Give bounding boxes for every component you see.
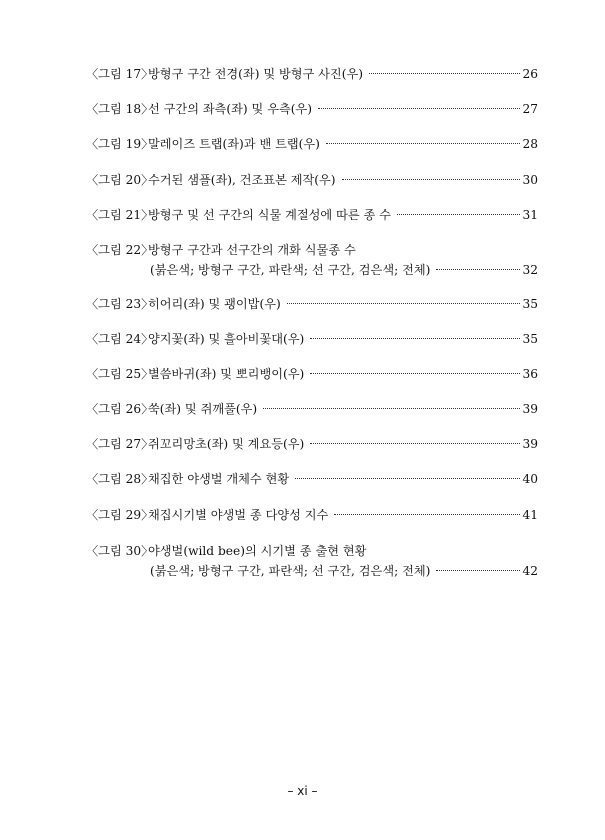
page-number: 27: [522, 102, 538, 116]
figure-title: 쑥(좌) 및 쥐깨풀(우): [148, 402, 258, 416]
toc-entry[interactable]: [86, 205, 538, 225]
toc-entry[interactable]: [86, 99, 538, 119]
dot-leader: [342, 179, 521, 180]
toc-entry-line: [86, 64, 538, 84]
toc-entry[interactable]: [86, 170, 538, 190]
toc-entry[interactable]: [86, 134, 538, 154]
toc-entry-line: [86, 260, 538, 280]
figure-label: 〈그림 26〉: [86, 402, 154, 416]
figure-label: 〈그림 30〉: [86, 544, 154, 558]
figure-title: 야생벌(wild bee)의 시기별 종 출현 현황: [148, 544, 367, 558]
figure-title: 선 구간의 좌측(좌) 및 우측(우): [148, 102, 313, 116]
figure-title: 쥐꼬리망초(좌) 및 계요등(우): [148, 437, 305, 451]
toc-entry-line: [86, 99, 538, 119]
toc-entry-line: [86, 399, 538, 419]
toc-entry[interactable]: [86, 294, 538, 314]
page-number: 36: [522, 367, 538, 381]
toc-entry[interactable]: [86, 64, 538, 84]
toc-entry-line: [86, 240, 538, 260]
page-number-footer: – xi –: [287, 784, 318, 798]
toc-entry-line: [86, 505, 538, 525]
figure-label: 〈그림 27〉: [86, 437, 154, 451]
figure-title: (붉은색; 방형구 구간, 파란색; 선 구간, 검은색; 전체): [150, 263, 431, 277]
dot-leader: [326, 143, 521, 144]
toc-entry[interactable]: [86, 399, 538, 419]
page-number: 42: [522, 564, 538, 578]
page-number: 30: [522, 173, 538, 187]
toc-entry[interactable]: [86, 541, 538, 581]
page-number: 26: [522, 67, 538, 81]
dot-leader: [295, 478, 520, 479]
figure-title: 수거된 샘플(좌), 건조표본 제작(우): [148, 173, 336, 187]
dot-leader: [310, 373, 520, 374]
dot-leader: [263, 408, 520, 409]
page-number: 32: [522, 263, 538, 277]
toc-entry-line: [86, 434, 538, 454]
page-number: 39: [522, 437, 538, 451]
toc-entry-line: [86, 469, 538, 489]
figure-title: 채집한 야생벌 개체수 현황: [148, 472, 290, 486]
figure-label: 〈그림 29〉: [86, 508, 154, 522]
page-number: 41: [522, 508, 538, 522]
toc-entry-line: [86, 170, 538, 190]
dot-leader: [369, 73, 520, 74]
toc-entry-line: [86, 561, 538, 581]
figure-label: 〈그림 22〉: [86, 243, 154, 257]
dot-leader: [287, 303, 521, 304]
toc-entry[interactable]: [86, 469, 538, 489]
figure-title: 별씀바귀(좌) 및 뽀리뱅이(우): [148, 367, 305, 381]
figure-title: (붉은색; 방형구 구간, 파란색; 선 구간, 검은색; 전체): [150, 564, 431, 578]
page-number: 35: [522, 332, 538, 346]
dot-leader: [436, 570, 520, 571]
toc-entry[interactable]: [86, 329, 538, 349]
figure-label: 〈그림 17〉: [86, 67, 154, 81]
page-number: 39: [522, 402, 538, 416]
toc-entry-line: [86, 329, 538, 349]
figure-label: 〈그림 23〉: [86, 297, 154, 311]
figure-label: 〈그림 21〉: [86, 208, 154, 222]
dot-leader: [334, 514, 520, 515]
figure-title: 방형구 및 선 구간의 식물 계절성에 따른 종 수: [148, 208, 391, 222]
figure-label: 〈그림 18〉: [86, 102, 154, 116]
page-number: 40: [522, 472, 538, 486]
figure-title: 말레이즈 트랩(좌)과 밴 트랩(우): [148, 137, 320, 151]
dot-leader: [310, 338, 520, 339]
figure-label: 〈그림 20〉: [86, 173, 154, 187]
page-number: 35: [522, 297, 538, 311]
toc-entry-line: [86, 134, 538, 154]
dot-leader: [318, 108, 520, 109]
toc-entry[interactable]: [86, 434, 538, 454]
toc-entry-line: [86, 205, 538, 225]
figure-label: 〈그림 25〉: [86, 367, 154, 381]
figure-title: 채집시기별 야생벌 종 다양성 지수: [148, 508, 329, 522]
toc-entry[interactable]: [86, 240, 538, 280]
dot-leader: [436, 269, 520, 270]
page-number: 28: [522, 137, 538, 151]
dot-leader: [310, 443, 520, 444]
toc-entry-line: [86, 541, 538, 561]
toc-entry[interactable]: [86, 505, 538, 525]
figure-title: 방형구 구간 전경(좌) 및 방형구 사진(우): [148, 67, 363, 81]
toc-entry[interactable]: [86, 364, 538, 384]
figure-label: 〈그림 28〉: [86, 472, 154, 486]
figure-title: 히어리(좌) 및 괭이밥(우): [148, 297, 281, 311]
figure-label: 〈그림 19〉: [86, 137, 154, 151]
figure-title: 방형구 구간과 선구간의 개화 식물종 수: [148, 243, 356, 257]
dot-leader: [397, 214, 521, 215]
toc-entry-line: [86, 294, 538, 314]
page-number: 31: [522, 208, 538, 222]
figure-label: 〈그림 24〉: [86, 332, 154, 346]
figure-title: 양지꽃(좌) 및 흘아비꽃대(우): [148, 332, 305, 346]
toc-entry-line: [86, 364, 538, 384]
